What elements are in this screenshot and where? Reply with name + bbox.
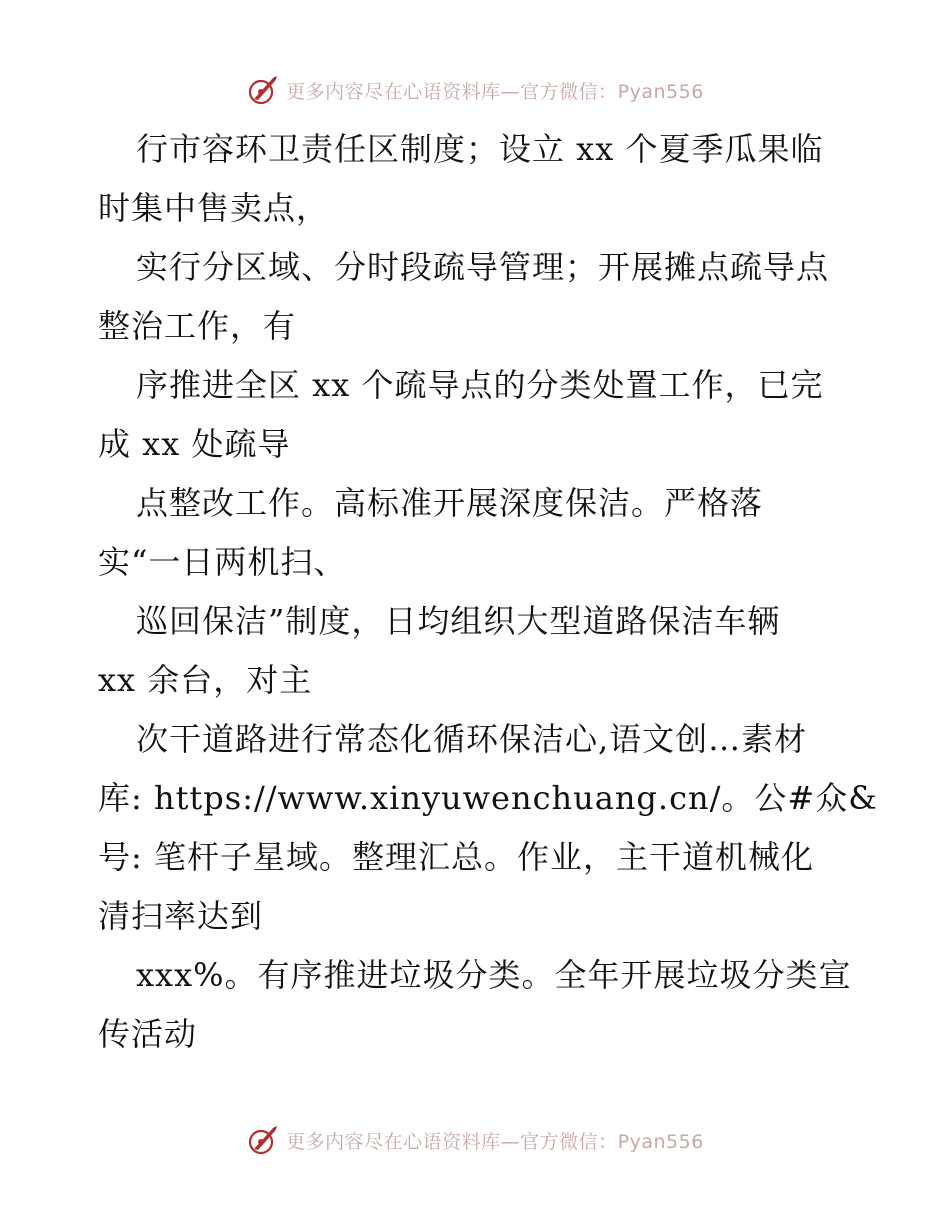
body-line: 整治工作，有 (98, 307, 297, 345)
body-line: 巡回保洁”制度，日均组织大型道路保洁车辆 (136, 602, 781, 640)
body-line: 库: https://www.xinyuwenchuang.cn/。公#众& (98, 779, 878, 817)
body-line: 次干道路进行常态化循环保洁心,语文创…素材 (136, 720, 808, 758)
footer-watermark (0, 1120, 950, 1160)
watermark-text: 更多内容尽在心语资料库—官方微信：Pyan556 (286, 1130, 704, 1153)
body-line: 清扫率达到 (98, 897, 264, 935)
body-line: 实行分区域、分时段疏导管理；开展摊点疏导点 (136, 248, 830, 286)
watermark-text: 更多内容尽在心语资料库—官方微信：Pyan556 (286, 80, 704, 103)
quill-logo-icon (246, 1123, 280, 1157)
body-line: 成 xx 处疏导 (98, 425, 291, 463)
body-line: xx 余台，对主 (98, 661, 313, 699)
quill-logo-icon (246, 73, 280, 107)
body-line: xxx%。有序推进垃圾分类。全年开展垃圾分类宣 (136, 956, 852, 994)
body-line: 实“一日两机扫、 (98, 543, 347, 581)
body-line: 点整改工作。高标准开展深度保洁。严格落 (136, 484, 764, 522)
body-line: 号: 笔杆子星域。整理汇总。作业，主干道机械化 (98, 838, 814, 876)
body-line: 序推进全区 xx 个疏导点的分类处置工作，已完 (136, 366, 824, 404)
body-line: 传活动 (98, 1015, 198, 1053)
document-body (98, 120, 878, 1064)
body-line: 时集中售卖点， (98, 189, 330, 227)
body-line: 行市容环卫责任区制度；设立 xx 个夏季瓜果临 (136, 130, 824, 168)
header-watermark (0, 70, 950, 110)
